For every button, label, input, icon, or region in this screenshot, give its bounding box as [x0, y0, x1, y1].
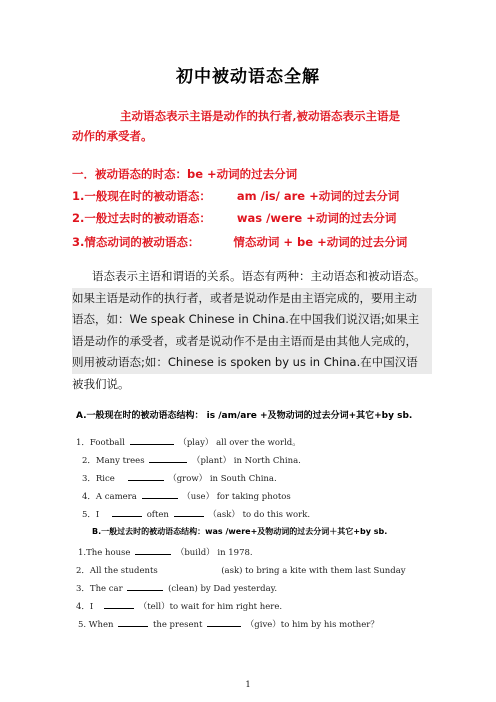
answer-blank[interactable]: [207, 618, 241, 627]
item-text: 5．I: [82, 510, 100, 520]
exercise-b-item: [78, 618, 379, 630]
paragraph-line: 被我们说。: [72, 376, 130, 391]
exercise-b-item: [76, 582, 277, 594]
section-past-passive: [72, 210, 396, 226]
item-text: (ask) to bring a kite with them last Sunday: [221, 566, 406, 576]
item-text: 2．Many trees: [82, 456, 145, 466]
section-past-label: 2.一般过去时的被动语态：: [72, 211, 211, 225]
page-title: 初中被动语态全解: [176, 67, 320, 87]
paragraph-line: 语态，如：We speak Chinese in China.在中国我们说汉语;如果主: [72, 309, 432, 331]
paragraph-line: 语是动作的承受者，或者是说动作不是由主语而是由其他人完成的，: [72, 331, 432, 353]
paragraph-line: 如果主语是动作的执行者，或者是说动作是由主语完成的，要用主动: [72, 288, 432, 310]
section-past-rule: was /were +动词的过去分词: [236, 211, 397, 225]
exercise-a-item: [76, 436, 301, 448]
answer-blank[interactable]: [135, 546, 171, 555]
paragraph-line: 语态表示主语和谓语的关系。语态有两种：主动语态和被动语态。: [92, 269, 426, 283]
item-text: （tell）to wait for him right here.: [138, 602, 283, 612]
exercise-a-item: [82, 472, 277, 484]
exercise-a-item: [82, 490, 291, 502]
item-text: 2．All the students: [76, 566, 158, 576]
item-text: the present: [152, 620, 203, 630]
exercise-b-heading: B.一般过去时的被动语态结构：was /were+及物动词的过去分词＋其它+by sb.: [92, 527, 388, 536]
section-modal-passive: [72, 234, 407, 250]
answer-blank[interactable]: [149, 454, 187, 463]
exercise-b-item: [76, 600, 282, 612]
item-text: （give）to him by his mother？: [245, 620, 379, 630]
item-text: 3．Rice: [82, 474, 115, 484]
explanation-paragraph: [72, 266, 432, 396]
item-text: （use） for taking photos: [182, 492, 291, 502]
answer-blank[interactable]: [127, 582, 163, 591]
answer-blank[interactable]: [112, 508, 142, 517]
item-text: （plant） in North China.: [191, 456, 301, 466]
paragraph-line: 则用被动语态;如：Chinese is spoken by us in China.在中国汉语: [72, 352, 432, 374]
item-text: （ask） to do this work.: [208, 510, 311, 520]
intro-line-1: 主动语态表示主语是动作的执行者,被动语态表示主语是: [120, 109, 401, 123]
item-text: （grow） in South China.: [168, 474, 277, 484]
exercise-a-heading: A.一般现在时的被动语态结构： is /am/are +及物动词的过去分词+其它+by sb.: [76, 411, 413, 421]
exercise-a-item: [82, 508, 310, 520]
section-modal-label: 3.情态动词的被动语态：: [72, 235, 200, 249]
intro-line-2: 动作的承受者。: [72, 129, 153, 143]
section-tense-heading: 一．被动语态的时态：be +动词的过去分词: [72, 167, 298, 181]
answer-blank[interactable]: [142, 490, 178, 499]
answer-blank[interactable]: [174, 508, 204, 517]
answer-blank[interactable]: [118, 618, 148, 627]
exercise-a-item: [82, 454, 301, 466]
item-text: （build） in 1978.: [175, 548, 253, 558]
item-text: 1．Football: [76, 438, 125, 448]
section-present-rule: am /is/ are +动词的过去分词: [236, 189, 400, 203]
section-present-passive: [72, 188, 399, 204]
section-present-label: 1.一般现在时的被动语态：: [72, 189, 211, 203]
answer-blank[interactable]: [104, 600, 134, 609]
item-text: 1.The house: [78, 548, 131, 558]
item-text: （play） all over the world。: [178, 438, 301, 448]
answer-blank[interactable]: [130, 436, 174, 445]
page-number: 1: [245, 680, 251, 689]
item-text: 3．The car: [76, 584, 123, 594]
item-text: (clean) by Dad yesterday.: [168, 584, 278, 594]
exercise-b-item: [78, 546, 253, 558]
item-text: 5. When: [78, 620, 114, 630]
exercise-b-item: [76, 564, 406, 576]
item-text: often: [146, 510, 169, 520]
section-modal-rule: 情态动词 + be +动词的过去分词: [233, 235, 408, 249]
item-text: 4．I: [76, 602, 94, 612]
answer-blank[interactable]: [128, 472, 164, 481]
item-text: 4．A camera: [82, 492, 137, 502]
